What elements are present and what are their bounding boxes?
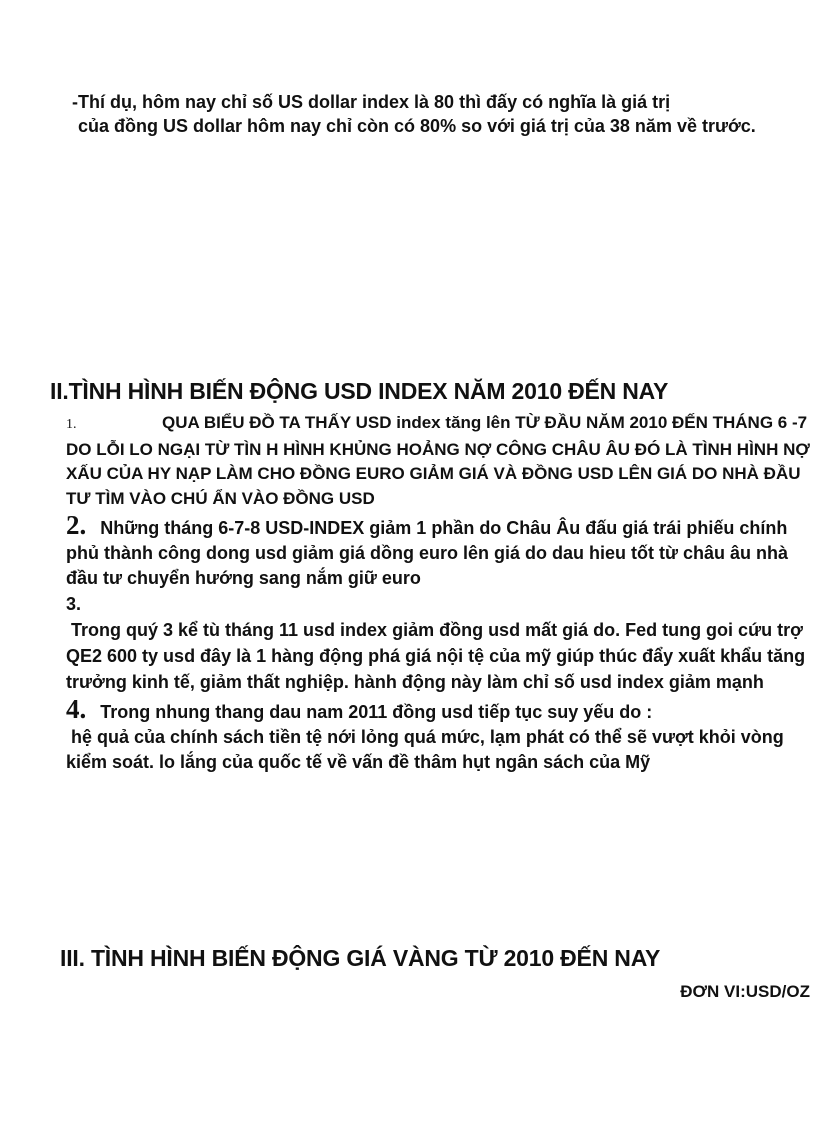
intro-line-2: của đồng US dollar hôm nay chỉ còn có 80% so với giá trị của 38 năm về trước. <box>78 116 756 136</box>
intro-line-1: -Thí dụ, hôm nay chỉ số US dollar index là 80 thì đấy có nghĩa là giá trị <box>72 92 671 112</box>
list-item <box>66 510 811 591</box>
item-subtext: hệ quả của chính sách tiền tệ nới lỏng quá mức, lạm phát có thể sẽ vượt khỏi vòng kiểm soát. lo lắng của quốc tế về vấn đề thâm hụt ngân sách của Mỹ <box>66 727 784 772</box>
section-2-body <box>66 411 811 775</box>
section-2-heading: II.TÌNH HÌNH BIẾN ĐỘNG USD INDEX NĂM 2010 ĐẾN NAY <box>50 378 669 404</box>
section-3-heading: III. TÌNH HÌNH BIẾN ĐỘNG GIÁ VÀNG TỪ 2010 ĐẾN NAY <box>60 945 661 971</box>
item-text: Trong quý 3 kể tù tháng 11 usd index giảm đồng usd mất giá do. Fed tung goi cứu trợ QE2 600 ty usd đây là 1 hàng động phá giá nội tệ của mỹ giúp thúc đẩy xuất khẩu tăng trưởng kinh tế, giảm thất nghiệp. hành động này làm chỉ số usd index giảm mạnh <box>66 620 806 692</box>
item-text: Trong nhung thang dau nam 2011 đồng usd tiếp tục suy yếu do : <box>100 702 653 722</box>
list-item <box>66 411 811 511</box>
item-number: 1. <box>66 417 77 432</box>
item-number: 2. <box>66 510 87 540</box>
list-item <box>66 591 811 695</box>
list-item <box>66 694 811 775</box>
item-number: 3. <box>66 594 82 614</box>
item-text: Những tháng 6-7-8 USD-INDEX giảm 1 phần do Châu Âu đấu giá trái phiếu chính phủ thành công dong usd giảm giá dồng euro lên giá do dau hieu tốt từ châu âu nhà đầu tư chuyển hướng sang nắm giữ euro <box>66 518 789 588</box>
unit-label: ĐƠN VI:USD/OZ <box>680 982 810 1001</box>
item-text: QUA BIỂU ĐỒ TA THẤY USD index tăng lên TỪ ĐẦU NĂM 2010 ĐẾN THÁNG 6 -7 DO LỖI LO NGẠI TỪ TÌN H HÌNH KHỦNG HOẢNG NỢ CÔNG CHÂU ÂU ĐÓ LÀ TÌNH HÌNH NỢ XẤU CỦA HY NẠP LÀM CHO ĐỒNG EURO GIẢM GIÁ VÀ ĐỒNG USD LÊN GIÁ DO NHÀ ĐẦU TƯ TÌM VÀO CHÚ ẨN VÀO ĐỒNG USD <box>66 413 810 508</box>
intro-paragraph <box>72 90 812 138</box>
item-number: 4. <box>66 694 87 724</box>
